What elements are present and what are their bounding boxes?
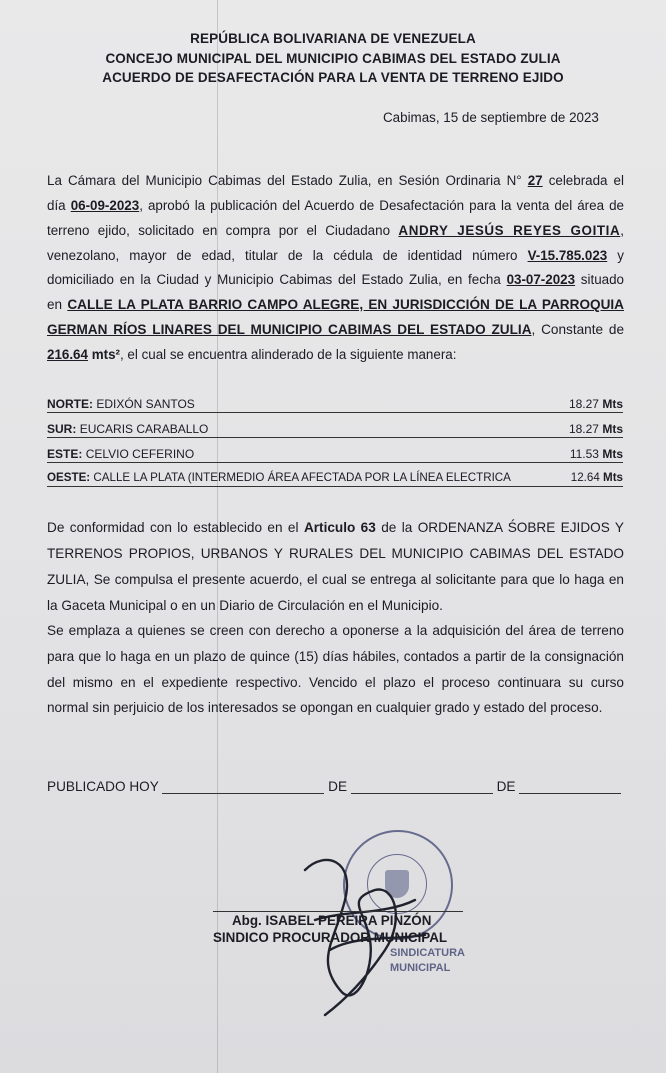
published-year-blank [519, 793, 621, 794]
p1-line-5: domiciliado en la Ciudad y Municipio Cabimas del Estado Zulia, en fecha 03-07-2023 situado [47, 272, 624, 287]
stamp-caption: SINDICATURA MUNICIPAL [390, 947, 465, 974]
published-label: PUBLICADO HOY [47, 779, 159, 794]
header-republic: REPÚBLICA BOLIVARIANA DE VENEZUELA [190, 31, 476, 46]
p1-line-6: en CALLE LA PLATA BARRIO CAMPO ALEGRE, EN JURISDICCIÓN DE LA PARROQUIA [47, 297, 624, 312]
id-number: V-15.785.023 [527, 248, 608, 263]
header-agreement-title: ACUERDO DE DESAFECTACIÓN PARA LA VENTA DE TERRENO EJIDO [102, 70, 564, 85]
p2-line-2: TERRENOS PROPIOS, URBANOS Y RURALES DEL MUNICIPIO CABIMAS DEL ESTADO [47, 546, 624, 561]
p2-line-8: normal sin perjuicio de los interesados se opongan en cualquier grado y estado del proceso. [47, 700, 603, 715]
article-reference: Articulo 63 [303, 520, 376, 535]
p1-line-2: día 06-09-2023, aprobó la publicación del Acuerdo de Desafectación para la venta del área de [47, 198, 624, 213]
area-value: 216.64 [47, 347, 88, 362]
p2-line-6: para que lo haga en un plazo de quince (15) días hábiles, contados a partir de la consignación [47, 649, 624, 664]
p1-line-8: 216.64 mts², el cual se encuentra alinderado de la siguiente manera: [47, 347, 457, 362]
p2-line-7: del mismo en el expediente respectivo. Vencido el plazo el proceso continuara su curso [47, 675, 624, 690]
boundary-west-value: 12.64 Mts [570, 471, 623, 484]
place-date: Cabimas, 15 de septiembre de 2023 [383, 110, 599, 125]
signatory-title: SINDICO PROCURADOR MUNICIPAL [213, 930, 448, 945]
boundary-west: OESTE: CALLE LA PLATA (INTERMEDIO ÁREA AFECTADA POR LA LÍNEA ELECTRICA 12.64 Mts [47, 471, 623, 487]
p1-line-1: La Cámara del Municipio Cabimas del Estado Zulia, en Sesión Ordinaria N° 27 celebrada el [47, 173, 624, 188]
p2-line-4: la Gaceta Municipal o en un Diario de Circulación en el Municipio. [47, 598, 443, 613]
p1-line-4: venezolano, mayor de edad, titular de la cédula de identidad número V-15.785.023 y [47, 248, 624, 263]
p2-line-3: ZULIA, Se compulsa el presente acuerdo, el cual se entrega al solicitante para que lo haga en [47, 572, 624, 587]
paper-fold [217, 0, 218, 1073]
boundary-north-value: 18.27 Mts [568, 397, 623, 411]
published-month-blank [351, 793, 493, 794]
p2-line-5: Se emplaza a quienes se creen con derecho a oponerse a la adquisición del área de terreno [47, 623, 624, 638]
signatory-name: Abg. ISABEL PEREIRA PINZÓN [232, 913, 432, 928]
session-date: 06-09-2023 [70, 198, 140, 213]
address-line-2: GERMAN RÍOS LINARES DEL MUNICIPIO CABIMAS DEL ESTADO ZULIA [47, 322, 532, 337]
boundary-south-value: 18.27 Mts [568, 422, 623, 436]
session-number: 27 [527, 173, 543, 188]
address-line-1: CALLE LA PLATA BARRIO CAMPO ALEGRE, EN JURISDICCIÓN DE LA PARROQUIA [67, 297, 624, 312]
published-line: PUBLICADO HOY DE DE [47, 779, 621, 794]
citizen-name: ANDRY JESÚS REYES GOITIA [398, 223, 621, 238]
area-unit: mts² [91, 347, 120, 362]
signature-line [213, 911, 463, 912]
boundary-south: SUR: EUCARIS CARABALLO 18.27 Mts [47, 422, 623, 436]
p1-line-3: terreno ejido, solicitado en compra por el Ciudadano ANDRY JESÚS REYES GOITIA, [47, 223, 624, 238]
boundary-east-value: 11.53 Mts [569, 447, 623, 461]
p2-line-1: De conformidad con lo establecido en el Articulo 63 de la ORDENANZA ŚOBRE EJIDOS Y [47, 520, 624, 535]
p1-line-7: GERMAN RÍOS LINARES DEL MUNICIPIO CABIMAS DEL ESTADO ZULIA, Constante de [47, 322, 625, 337]
published-day-blank [162, 793, 324, 794]
boundary-north: NORTE: EDIXÓN SANTOS 18.27 Mts [47, 397, 623, 411]
header-council: CONCEJO MUNICIPAL DEL MUNICIPIO CABIMAS DEL ESTADO ZULIA [105, 51, 561, 66]
request-date: 03-07-2023 [506, 272, 576, 287]
boundary-east: ESTE: CELVIO CEFERINO 11.53 Mts [47, 447, 623, 461]
